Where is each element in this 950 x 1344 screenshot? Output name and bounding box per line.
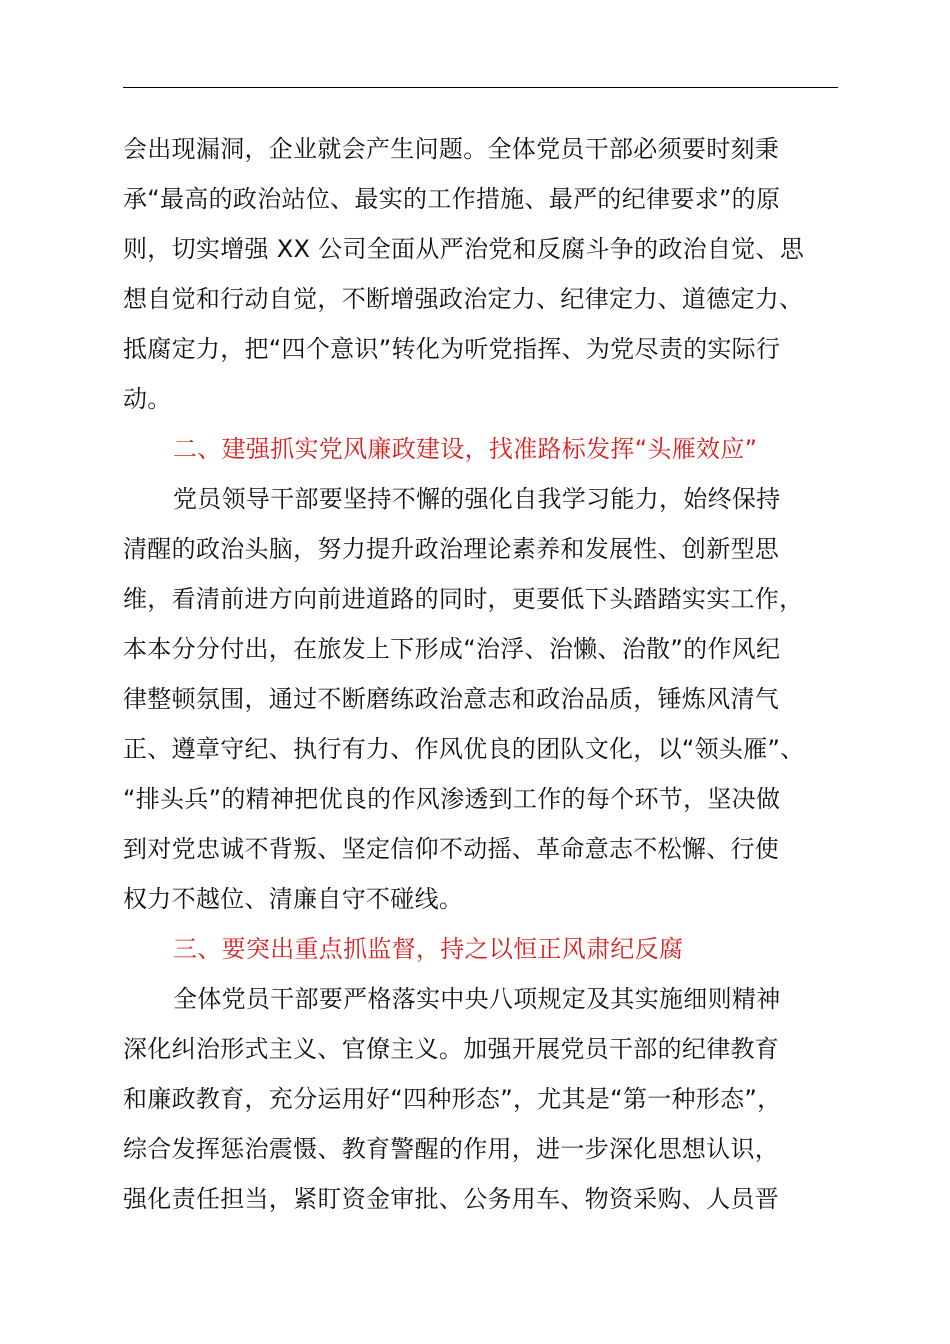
text-line: “排头兵”的精神把优良的作风渗透到工作的每个环节，坚决做 [123, 785, 781, 813]
document-body [123, 124, 845, 1224]
section-heading-3: 三、要突出重点抓监督，持之以恒正风肃纪反腐 [173, 935, 684, 963]
text-line: 深化纠治形式主义、官僚主义。加强开展党员干部的纪律教育 [123, 1035, 780, 1063]
paragraph-start: 党员领导干部要坚持不懈的强化自我学习能力，始终保持 [173, 485, 781, 513]
text-line: 正、遵章守纪、执行有力、作风优良的团队文化，以“领头雁”、 [123, 735, 805, 763]
text-line: 本本分分付出，在旅发上下形成“治浮、治懒、治散”的作风纪 [123, 635, 781, 663]
paragraph-start: 全体党员干部要严格落实中央八项规定及其实施细则精神 [173, 985, 781, 1013]
text-line: 承“最高的政治站位、最实的工作措施、最严的纪律要求”的原 [123, 185, 781, 213]
text-line: 权力不越位、清廉自守不碰线。 [123, 885, 464, 913]
text-line: 律整顿氛围，通过不断磨练政治意志和政治品质，锤炼风清气 [123, 685, 780, 713]
text-line: 清醒的政治头脑，努力提升政治理论素养和发展性、创新型思 [123, 535, 780, 563]
text-line: 和廉政教育，充分运用好“四种形态”，尤其是“第一种形态”， [123, 1085, 782, 1113]
text-line: 则，切实增强 XX 公司全面从严治党和反腐斗争的政治自觉、思 [123, 235, 805, 263]
text-line: 综合发挥惩治震慑、教育警醒的作用，进一步深化思想认识， [123, 1135, 780, 1163]
text-line: 动。 [123, 385, 172, 413]
text-line: 强化责任担当，紧盯资金审批、公务用车、物资采购、人员晋 [123, 1185, 780, 1213]
text-line: 到对党忠诚不背叛、坚定信仰不动摇、革命意志不松懈、行使 [123, 835, 780, 863]
section-heading-2: 二、建强抓实党风廉政建设，找准路标发挥“头雁效应” [173, 435, 758, 463]
text-line: 抵腐定力，把“四个意识”转化为听党指挥、为党尽责的实际行 [123, 335, 781, 363]
text-line: 会出现漏洞，企业就会产生问题。全体党员干部必须要时刻秉 [123, 135, 780, 163]
header-rule [123, 87, 838, 88]
text-line: 维，看清前进方向前进道路的同时，更要低下头踏踏实实工作， [123, 585, 804, 613]
text-line: 想自觉和行动自觉，不断增强政治定力、纪律定力、道德定力、 [123, 285, 804, 313]
